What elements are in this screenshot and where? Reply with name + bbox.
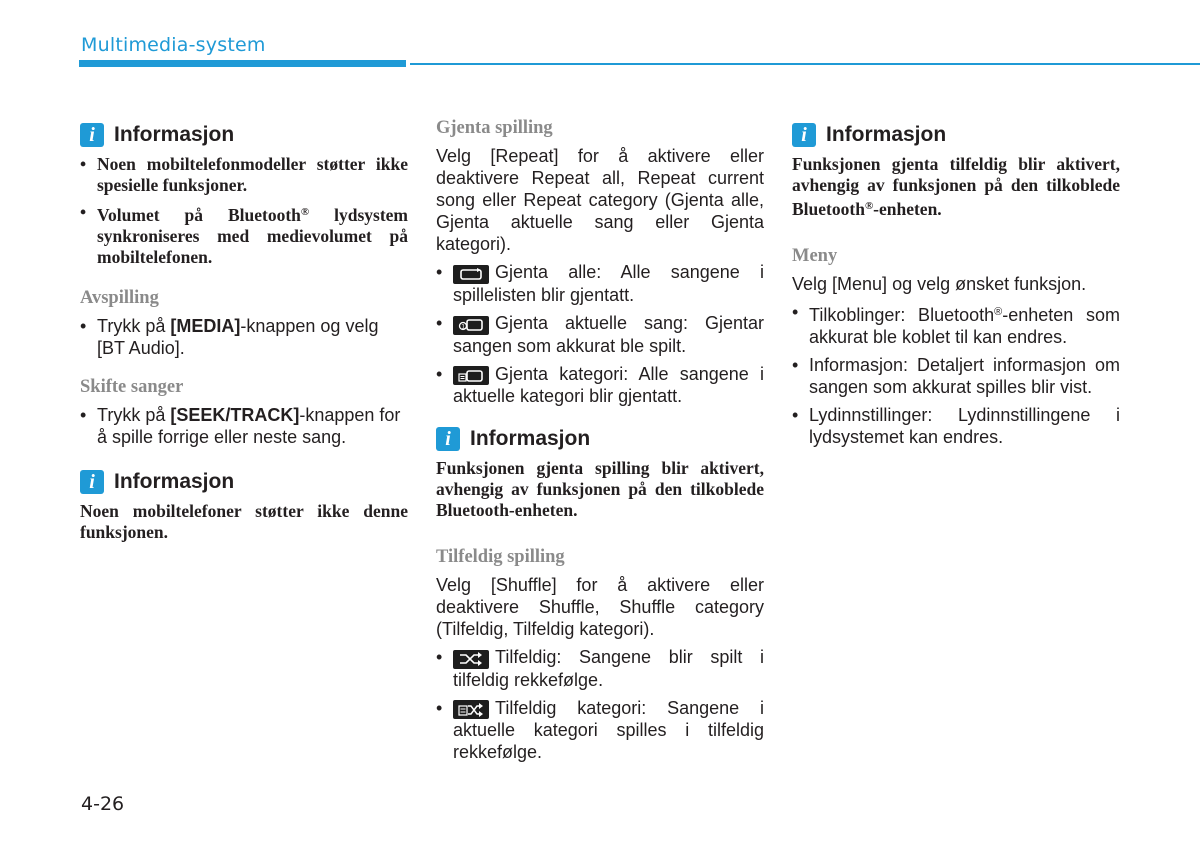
page-number: 4-26 (81, 793, 125, 815)
skifte-list (80, 404, 408, 448)
info-icon: i (792, 123, 816, 147)
list-item-text: -enheten som akkurat ble koblet til kan endres. (809, 305, 1120, 347)
registered-mark: ® (300, 206, 310, 218)
info-bullet-list (80, 154, 408, 268)
section-heading-gjenta: Gjenta spilling (436, 118, 553, 138)
list-item-text: Tilfeldig kategori: Sangene i aktuelle kategori spilles i tilfeldig rekkefølge. (453, 697, 764, 762)
registered-mark: ® (864, 200, 874, 212)
svg-text:1: • 1 (461, 323, 466, 331)
gjenta-description: Velg [Repeat] for å aktivere eller deaktivere Repeat all, Repeat current song eller Repeat category (Gjenta alle, Gjenta aktuelle sang eller Gjenta kategori). (436, 146, 764, 254)
list-item (80, 404, 408, 448)
seek-track-button-label: [SEEK/TRACK] (170, 405, 300, 425)
list-item-text: Tilkoblinger: Bluetooth (809, 305, 995, 325)
meny-description: Velg [Menu] og velg ønsket funksjon. (792, 274, 1087, 294)
section-heading-skifte: Skifte sanger (80, 377, 184, 397)
list-item-text: Lydinnstillinger: Lydinnstillingene i lydsystemet kan endres. (809, 405, 1120, 447)
list-item (436, 312, 764, 357)
list-item (436, 363, 764, 408)
list-item-text: -knappen for å spille forrige eller neste sang. (97, 405, 401, 447)
info-icon: i (80, 123, 104, 147)
info-title: Informasjon (826, 123, 947, 146)
header-title: Multimedia-system (81, 34, 266, 56)
list-item-text: Informasjon: Detaljert informasjon om sangen som akkurat spilles blir vist. (809, 355, 1120, 397)
list-item-text: lydsystem synkroniseres med medievolumet på mobiltelefonen. (97, 205, 408, 267)
repeat-category-icon (453, 366, 489, 385)
repeat-all-icon (453, 265, 489, 284)
list-item (80, 154, 408, 196)
tilfeldig-description: Velg [Shuffle] for å aktivere eller deaktivere Shuffle, Shuffle category (Tilfeldig, Tilfeldig kategori). (436, 575, 764, 639)
info-text (792, 154, 1120, 220)
list-item (436, 646, 764, 691)
list-item (792, 301, 1120, 348)
section-heading-tilfeldig: Tilfeldig spilling (436, 547, 565, 567)
list-item (792, 404, 1120, 448)
info-heading (80, 470, 408, 494)
info-icon: i (436, 427, 460, 451)
info-text: Funksjonen gjenta spilling blir aktivert, avhengig av funksjonen på den tilkoblede Bluetooth-enheten. (436, 458, 764, 520)
media-button-label: [MEDIA] (170, 316, 241, 336)
info-title: Informasjon (114, 470, 235, 493)
registered-mark: ® (994, 306, 1003, 318)
column-1 (80, 120, 408, 543)
list-item (792, 354, 1120, 398)
list-item-text: Trykk på (97, 316, 171, 336)
shuffle-icon (453, 650, 489, 669)
info-heading (436, 427, 764, 451)
column-3 (792, 120, 1120, 454)
section-heading-avspilling: Avspilling (80, 288, 159, 308)
avspilling-list (80, 315, 408, 359)
section-heading-meny: Meny (792, 246, 838, 266)
header-rule-thin (410, 63, 1200, 65)
info-text-part: -enheten. (873, 199, 942, 219)
column-2 (436, 118, 764, 769)
repeat-song-icon (453, 316, 489, 335)
list-item (80, 202, 408, 268)
info-title: Informasjon (470, 427, 591, 450)
list-item-text: Trykk på (97, 405, 171, 425)
list-item-text: -knappen og velg [BT Audio]. (97, 316, 379, 358)
list-item (80, 315, 408, 359)
meny-list (792, 301, 1120, 448)
info-text: Noen mobiltelefoner støtter ikke denne funksjonen. (80, 501, 408, 542)
list-item (436, 261, 764, 306)
shuffle-category-icon (453, 700, 489, 719)
list-item (436, 697, 764, 764)
list-item-text: Gjenta kategori: Alle sangene i aktuelle kategori blir gjentatt. (453, 363, 764, 406)
tilfeldig-list (436, 646, 764, 763)
list-item-text: Volumet på Bluetooth (97, 205, 301, 225)
list-item-text: Tilfeldig: Sangene blir spilt i tilfeldig rekkefølge. (453, 647, 764, 690)
gjenta-list (436, 261, 764, 407)
info-heading (80, 123, 408, 147)
header-rule-thick (79, 60, 406, 67)
list-item-text: Noen mobiltelefonmodeller støtter ikke spesielle funksjoner. (97, 154, 408, 195)
list-item-text: Gjenta aktuelle sang: Gjentar sangen som akkurat ble spilt. (453, 313, 764, 356)
info-title: Informasjon (114, 123, 235, 146)
info-icon: i (80, 470, 104, 494)
info-text-part: Funksjonen gjenta tilfeldig blir aktivert, avhengig av funksjonen på den tilkoblede Bluetooth (792, 154, 1120, 219)
list-item-text: Gjenta alle: Alle sangene i spillelisten blir gjentatt. (453, 262, 764, 305)
info-heading (792, 123, 1120, 147)
